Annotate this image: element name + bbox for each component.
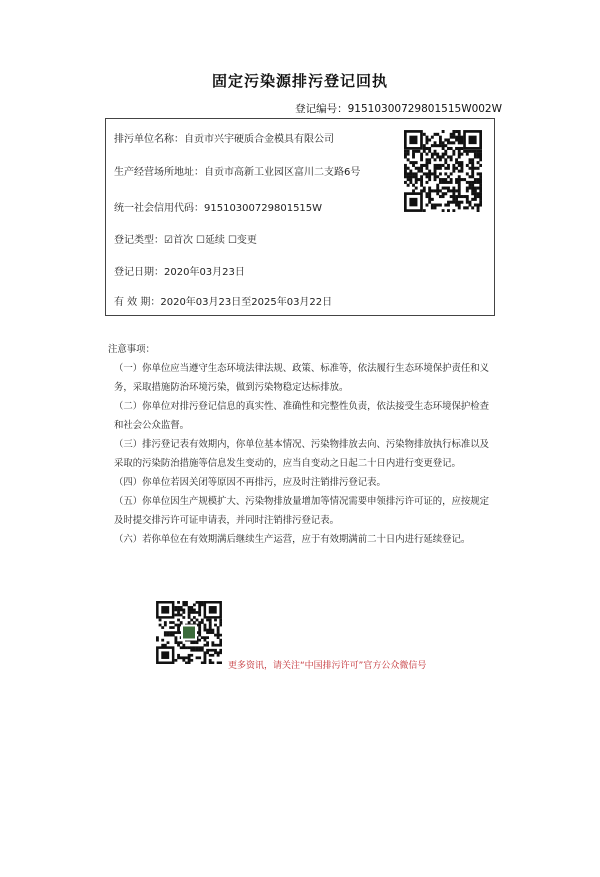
reg-type-checkbox-1: ☑ — [164, 235, 173, 246]
unit-name-value: 自贡市兴宇硬质合金模具有限公司 — [184, 134, 334, 145]
reg-type-label: 登记类型： — [114, 235, 164, 246]
reg-type-checkbox-3: ☐ — [227, 235, 237, 246]
unit-name-row — [114, 130, 334, 145]
reg-type-option-label: 变更 — [236, 235, 257, 246]
notes-section — [108, 340, 498, 549]
address-row — [114, 163, 360, 178]
notes-heading: 注意事项： — [108, 344, 155, 355]
qr-code-icon — [404, 130, 482, 212]
reg-type-options — [164, 235, 260, 246]
note-item-6: （六）若你单位在有效期满后继续生产运营，应于有效期满前二十日内进行延续登记。 — [114, 534, 471, 545]
follow-wechat-text: 更多资讯，请关注“中国排污许可”官方公众微信号 — [228, 661, 427, 671]
reg-date-row — [114, 263, 245, 278]
address-value: 自贡市高新工业园区富川二支路6号 — [204, 167, 361, 178]
note-item-3: （三）排污登记表有效期内，你单位基本情况、污染物排放去向、污染物排放执行标准以及采取的污染防治措施等信息发生变动的，应当自变动之日起二十日内进行变更登记。 — [114, 439, 490, 469]
note-item-2: （二）你单位对排污登记信息的真实性、准确性和完整性负责，依法接受生态环境保护检查和社会公众监督。 — [114, 401, 490, 431]
credit-code-label: 统一社会信用代码： — [114, 203, 204, 214]
note-item-1: （一）你单位应当遵守生态环境法律法规、政策、标准等，依法履行生态环境保护责任和义务，采取措施防治环境污染，做到污染物稳定达标排放。 — [114, 363, 490, 393]
validity-label: 有 效 期： — [114, 297, 161, 308]
validity-row — [114, 293, 332, 308]
reg-date-label: 登记日期： — [114, 267, 164, 278]
registration-number: 登记编号：91510300729801515W002W — [295, 103, 502, 115]
info-box — [105, 118, 495, 316]
reg-type-row — [114, 231, 260, 246]
reg-date-value: 2020年03月23日 — [164, 267, 245, 278]
wechat-qr-code-icon — [156, 601, 222, 664]
unit-name-label: 排污单位名称： — [114, 134, 184, 145]
validity-value: 2020年03月23日至2025年03月22日 — [160, 297, 333, 308]
note-item-4: （四）你单位若因关闭等原因不再排污，应及时注销排污登记表。 — [114, 477, 386, 488]
reg-type-option-label: 延续 — [204, 235, 225, 246]
note-item-5: （五）你单位因生产规模扩大、污染物排放量增加等情况需要申领排污许可证的，应按规定及时提交排污许可证申请表，并同时注销排污登记表。 — [114, 496, 490, 526]
credit-code-row — [114, 199, 322, 214]
reg-type-option-label: 首次 — [172, 235, 193, 246]
reg-type-checkbox-2: ☐ — [195, 235, 205, 246]
page-title: 固定污染源排污登记回执 — [211, 72, 388, 90]
credit-code-value: 91510300729801515W — [204, 203, 323, 214]
address-label: 生产经营场所地址： — [114, 167, 204, 178]
